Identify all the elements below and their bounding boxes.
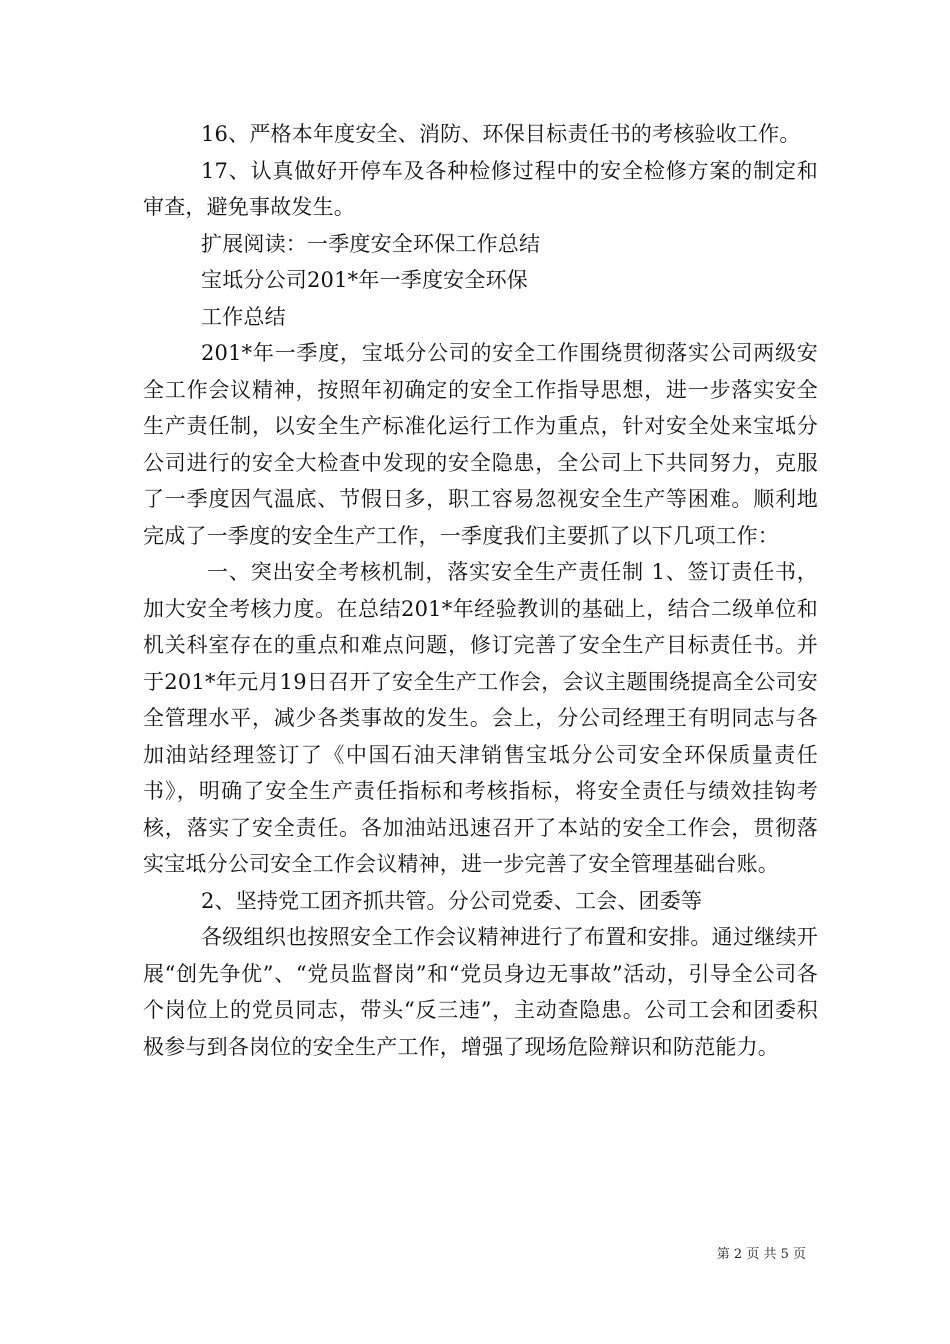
- section-two-paragraph: 各级组织也按照安全工作会议精神进行了布置和安排。通过继续开展“创先争优”、“党员监督岗”和“党员身边无事故”活动，引导全公司各个岗位上的党员同志，带头“反三违”，主动查隐患。公司工会和团委积极参与到各岗位的安全生产工作，增强了现场危险辩识和防范能力。: [143, 925, 818, 1059]
- paragraph-item-17: 17、认真做好开停车及各种检修过程中的安全检修方案的制定和审查，避免事故发生。: [143, 158, 818, 219]
- extended-reading-heading: 扩展阅读：一季度安全环保工作总结: [201, 231, 541, 256]
- document-body: [143, 116, 818, 1065]
- section-one-paragraph: 一、突出安全考核机制，落实安全生产责任制 1、签订责任书，加大安全考核力度。在总结201*年经验教训的基础上，结合二级单位和机关科室存在的重点和难点问题，修订完善了安全生产目标责任书。并于201*年元月19日召开了安全生产工作会，会议主题围绕提高全公司安全管理水平，减少各类事故的发生。会上，分公司经理王有明同志与各加油站经理签订了《中国石油天津销售宝坻分公司安全环保质量责任书》，明确了安全生产责任指标和考核指标，将安全责任与绩效挂钩考核，落实了安全责任。各加油站迅速召开了本站的安全工作会，贯彻落实宝坻分公司安全工作会议精神，进一步完善了安全管理基础台账。: [143, 560, 818, 876]
- summary-intro-paragraph: 201*年一季度，宝坻分公司的安全工作围绕贯彻落实公司两级安全工作会议精神，按照年初确定的安全工作指导思想，进一步落实安全生产责任制，以安全生产标准化运行工作为重点，针对安全处来宝坻分公司进行的安全大检查中发现的安全隐患，全公司上下共同努力，克服了一季度因气温底、节假日多，职工容易忽视安全生产等困难。顺利地完成了一季度的安全生产工作，一季度我们主要抓了以下几项工作：: [143, 341, 818, 548]
- summary-title-line-1: 宝坻分公司201*年一季度安全环保: [201, 268, 528, 292]
- paragraph-item-16: 16、严格本年度安全、消防、环保目标责任书的考核验收工作。: [201, 122, 801, 146]
- page-number-footer: 第 2 页 共 5 页: [716, 1247, 806, 1262]
- summary-title-line-2: 工作总结: [201, 304, 286, 329]
- section-two-heading: 2、坚持党工团齐抓共管。分公司党委、工会、团委等: [201, 888, 703, 913]
